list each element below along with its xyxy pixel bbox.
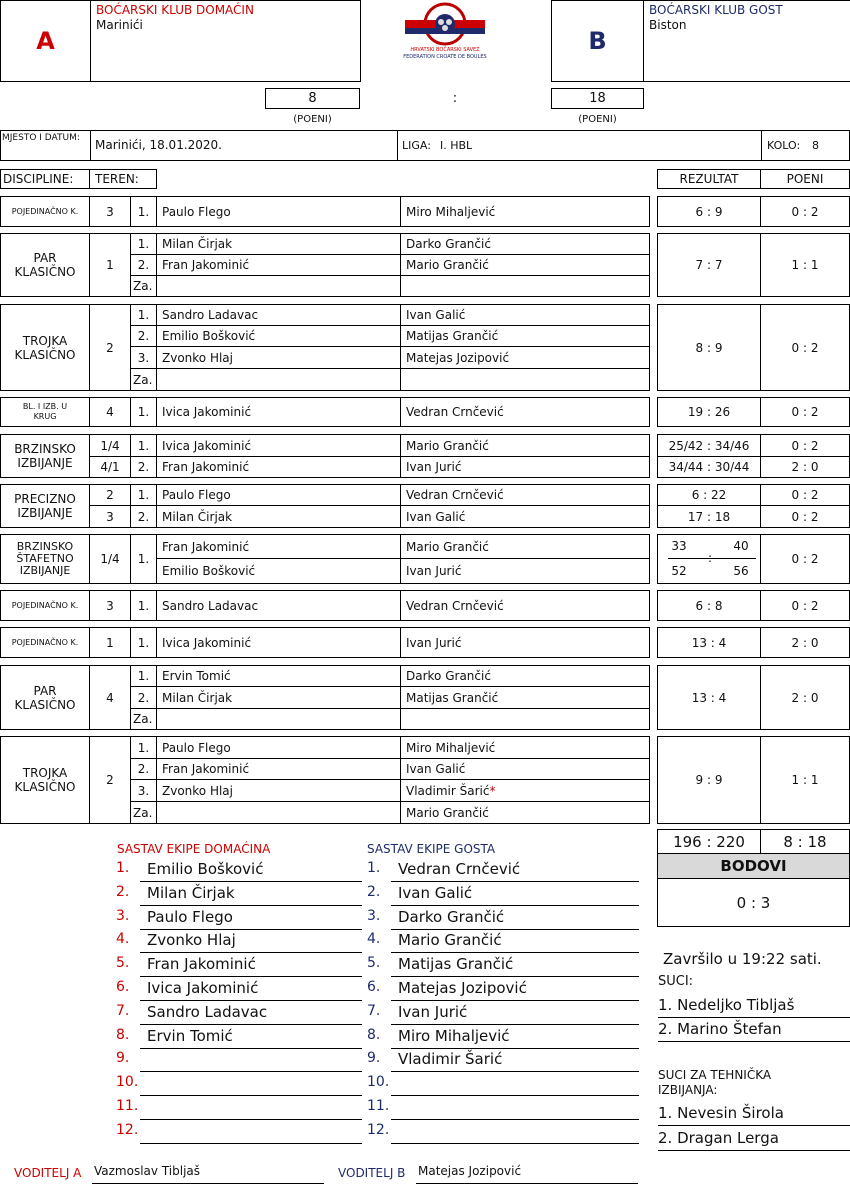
points-colon: :	[452, 91, 458, 106]
teren-cell: 4	[89, 665, 131, 730]
rezultat-cell: 13 : 4	[657, 627, 761, 658]
poeni-cell: 0 : 2	[760, 590, 850, 621]
home-player: Ivica Jakominić	[156, 627, 401, 658]
away-roster-player: Miro Mihaljević	[391, 1027, 639, 1049]
away-player: Matejas Jozipović	[400, 346, 650, 369]
away-player: Miro Mihaljević	[400, 196, 650, 227]
home-player: Emilio Bošković	[156, 558, 401, 584]
away-club-label: BOĆARSKI KLUB GOST	[649, 3, 783, 17]
discipline-cell: BRZINSKO IZBIJANJE	[0, 434, 90, 478]
away-player: Vladimir Šarić	[406, 783, 490, 798]
teren-cell: 2	[89, 304, 131, 391]
roster-number: 10.	[116, 1074, 139, 1091]
away-substitute: Mario Grančić	[400, 801, 650, 824]
za-label: Za.	[130, 708, 157, 730]
row-number: 2.	[130, 758, 157, 780]
home-player: Fran Jakominić	[156, 758, 401, 780]
home-roster-title: SASTAV EKIPE DOMAĆINA	[117, 842, 271, 856]
away-player: Darko Grančić	[400, 665, 650, 687]
away-player: Vedran Crnčević	[400, 397, 650, 427]
teren-cell: 1/4	[89, 534, 131, 584]
row-number: 2.	[130, 686, 157, 709]
logo-text-1: HRVATSKI BOĆARSKI SAVEZ	[410, 47, 480, 53]
rezultat-cell: 8 : 9	[657, 304, 761, 391]
mjesto-value: Marinići, 18.01.2020.	[95, 138, 222, 152]
poeni-cell: 1 : 1	[760, 233, 850, 297]
liga-value: I. HBL	[440, 139, 473, 152]
away-roster-player: Ivan Jurić	[391, 1003, 639, 1025]
away-player: Darko Grančić	[400, 233, 650, 255]
home-points-box: 8	[265, 88, 360, 109]
away-club-box	[643, 0, 850, 82]
kolo-value: 8	[812, 139, 819, 152]
discipline-cell: POJEDINAČNO K.	[0, 590, 90, 621]
mjesto-label: MJESTO I DATUM:	[2, 133, 80, 143]
poeni-cell: 2 : 0	[760, 627, 850, 658]
home-roster-player	[140, 1122, 362, 1144]
roster-number: 6.	[367, 979, 381, 995]
rezultat-cell: 17 : 18	[657, 505, 761, 528]
away-player: Vedran Crnčević	[400, 484, 650, 506]
teren-cell: 3	[89, 505, 131, 528]
discipline-cell: PAR KLASIČNO	[0, 233, 90, 297]
poeni-cell: 1 : 1	[760, 736, 850, 824]
bodovi-value: 0 : 3	[657, 878, 850, 927]
discipline-cell: PAR KLASIČNO	[0, 665, 90, 730]
home-roster-player: Ivica Jakominić	[140, 979, 362, 1001]
discipline-cell: BRZINSKO ŠTAFETNO IZBIJANJE	[0, 534, 90, 584]
rezultat-cell: 19 : 26	[657, 397, 761, 427]
roster-number: 10.	[367, 1074, 390, 1091]
away-substitute	[400, 708, 650, 730]
home-substitute	[156, 275, 401, 297]
roster-number: 5.	[367, 955, 381, 972]
away-points-box: 18	[551, 88, 644, 109]
row-number: 2.	[130, 325, 157, 347]
roster-number: 1.	[116, 860, 130, 876]
roster-number: 2.	[367, 883, 381, 900]
teren-cell: 1	[89, 627, 131, 658]
relay-result-a1: 33	[671, 539, 687, 553]
home-player: Zvonko Hlaj	[156, 779, 401, 802]
discipline-cell: BL. I IZB. U KRUG	[0, 397, 90, 427]
row-number: 1.	[130, 233, 157, 255]
home-roster-player: Sandro Ladavac	[140, 1003, 362, 1025]
roster-number: 1.	[367, 860, 381, 876]
home-roster-player	[140, 1050, 362, 1072]
away-player: Mario Grančić	[400, 534, 650, 559]
info-divider	[397, 130, 398, 161]
row-number: 1.	[130, 627, 157, 658]
away-player-row	[400, 779, 650, 802]
away-roster-player: Mario Grančić	[391, 931, 639, 953]
roster-number: 6.	[116, 979, 130, 995]
liga-label: LIGA:	[402, 139, 431, 152]
roster-number: 11.	[367, 1098, 390, 1114]
tech-judges-label: SUCI ZA TEHNIČKA IZBIJANJA:	[658, 1068, 772, 1097]
home-substitute	[156, 801, 401, 824]
info-divider	[90, 130, 91, 161]
roster-number: 8.	[116, 1026, 130, 1043]
discipline-cell: POJEDINAČNO K.	[0, 627, 90, 658]
home-letter-box	[0, 0, 91, 82]
roster-number: 2.	[116, 883, 130, 900]
row-number: 1.	[130, 397, 157, 427]
away-roster-player: Vedran Crnčević	[391, 860, 639, 882]
total-score: 196 : 220	[657, 829, 761, 854]
row-number: 1.	[130, 736, 157, 759]
teren-cell: 3	[89, 590, 131, 621]
judge-2: 2. Marino Štefan	[658, 1020, 850, 1042]
away-roster-player	[391, 1074, 639, 1096]
away-player: Matijas Grančić	[400, 325, 650, 347]
roster-number: 11.	[116, 1098, 139, 1114]
rezultat-cell: 6 : 9	[657, 196, 761, 227]
away-roster-player: Matejas Jozipović	[391, 979, 639, 1001]
away-roster-player: Ivan Galić	[391, 884, 639, 906]
total-points: 8 : 18	[760, 829, 850, 854]
home-player: Ivica Jakominić	[156, 434, 401, 457]
coach-a-label: VODITELJ A	[14, 1166, 82, 1180]
away-player: Mario Grančić	[400, 434, 650, 457]
discipline-header: DISCIPLINE:	[0, 169, 90, 189]
roster-number: 4.	[367, 931, 381, 948]
roster-number: 7.	[116, 1002, 130, 1019]
away-substitute	[400, 275, 650, 297]
home-roster-player	[140, 1074, 362, 1096]
away-poeni-label: (POENI)	[578, 113, 617, 125]
home-player: Ervin Tomić	[156, 665, 401, 687]
rezultat-header: REZULTAT	[657, 169, 761, 189]
away-letter-box	[551, 0, 644, 82]
discipline-cell: TROJKA KLASIČNO	[0, 736, 90, 824]
home-player: Milan Čirjak	[156, 505, 401, 528]
relay-result-b2: 56	[733, 564, 749, 578]
home-player: Paulo Flego	[156, 196, 401, 227]
away-roster-player: Darko Grančić	[391, 908, 639, 930]
teren-cell: 4/1	[89, 456, 131, 478]
home-player: Paulo Flego	[156, 736, 401, 759]
rezultat-cell: 9 : 9	[657, 736, 761, 824]
discipline-cell: POJEDINAČNO K.	[0, 196, 90, 227]
coach-b-label: VODITELJ B	[338, 1166, 406, 1180]
poeni-cell: 0 : 2	[760, 505, 850, 528]
logo-text-2: FEDERATION CROATE DE BOULES	[403, 54, 487, 60]
row-number: 2.	[130, 456, 157, 478]
row-number: 2.	[130, 254, 157, 276]
away-player: Ivan Jurić	[400, 558, 650, 584]
away-player: Ivan Galić	[400, 505, 650, 528]
rezultat-cell: 13 : 4	[657, 665, 761, 730]
home-club-label: BOĆARSKI KLUB DOMAĆIN	[96, 3, 254, 17]
discipline-cell: PRECIZNO IZBIJANJE	[0, 484, 90, 528]
roster-number: 3.	[116, 907, 130, 924]
za-label: Za.	[130, 368, 157, 391]
coach-b-name: Matejas Jozipović	[416, 1164, 638, 1184]
home-player: Milan Čirjak	[156, 233, 401, 255]
home-roster-player: Zvonko Hlaj	[140, 931, 362, 953]
row-number: 3.	[130, 346, 157, 369]
poeni-cell: 0 : 2	[760, 397, 850, 427]
roster-number: 8.	[367, 1026, 381, 1043]
row-number: 3.	[130, 779, 157, 802]
home-player: Ivica Jakominić	[156, 397, 401, 427]
rezultat-cell: 25/42 : 34/46	[657, 434, 761, 457]
row-number: 1.	[130, 590, 157, 621]
away-player: Ivan Galić	[400, 304, 650, 326]
home-player: Sandro Ladavac	[156, 590, 401, 621]
rezultat-cell: 34/44 : 30/44	[657, 456, 761, 478]
teren-cell: 2	[89, 484, 131, 506]
away-player: Ivan Galić	[400, 758, 650, 780]
home-roster-player	[140, 1098, 362, 1120]
roster-number: 9.	[367, 1050, 381, 1067]
poeni-cell: 0 : 2	[760, 196, 850, 227]
home-player: Fran Jakominić	[156, 534, 401, 559]
rezultat-cell: 7 : 7	[657, 233, 761, 297]
away-roster-player: Matijas Grančić	[391, 955, 639, 977]
away-club-name: Biston	[649, 18, 687, 32]
away-player: Vedran Crnčević	[400, 590, 650, 621]
teren-cell: 4	[89, 397, 131, 427]
home-player: Fran Jakominić	[156, 254, 401, 276]
home-player: Paulo Flego	[156, 484, 401, 506]
home-substitute	[156, 368, 401, 391]
teren-cell: 1/4	[89, 434, 131, 457]
home-roster-player: Ervin Tomić	[140, 1027, 362, 1049]
row-number: 1.	[130, 304, 157, 326]
away-roster-player	[391, 1098, 639, 1120]
away-letter: B	[588, 27, 607, 55]
teren-cell: 1	[89, 233, 131, 297]
away-substitute	[400, 368, 650, 391]
home-player: Emilio Bošković	[156, 325, 401, 347]
rezultat-cell: 6 : 8	[657, 590, 761, 621]
home-substitute	[156, 708, 401, 730]
home-roster-player: Emilio Bošković	[140, 860, 362, 882]
home-player: Sandro Ladavac	[156, 304, 401, 326]
substitution-mark: *	[489, 783, 496, 798]
roster-number: 9.	[116, 1050, 130, 1067]
federation-logo	[388, 2, 502, 64]
row-number: 1.	[130, 665, 157, 687]
home-club-box	[90, 0, 361, 82]
roster-number: 7.	[367, 1002, 381, 1019]
teren-header: TEREN:	[89, 169, 157, 189]
tech-judge-1: 1. Nevesin Širola	[658, 1104, 850, 1126]
away-player: Mario Grančić	[400, 254, 650, 276]
away-roster-player: Vladimir Šarić	[391, 1050, 639, 1072]
roster-number: 4.	[116, 931, 130, 948]
teren-cell: 2	[89, 736, 131, 824]
poeni-cell: 2 : 0	[760, 665, 850, 730]
away-player: Ivan Jurić	[400, 627, 650, 658]
roster-number: 5.	[116, 955, 130, 972]
away-roster-player	[391, 1122, 639, 1144]
poeni-cell: 0 : 2	[760, 434, 850, 457]
home-letter: A	[36, 27, 55, 55]
judge-1: 1. Nedeljko Tibljaš	[658, 996, 850, 1018]
row-number: 1.	[130, 196, 157, 227]
poeni-header: POENI	[760, 169, 850, 189]
za-label: Za.	[130, 801, 157, 824]
poeni-cell: 0 : 2	[760, 304, 850, 391]
row-number: 1.	[130, 534, 157, 584]
home-player: Fran Jakominić	[156, 456, 401, 478]
suci-label: SUCI:	[658, 974, 694, 989]
poeni-cell: 0 : 2	[760, 484, 850, 506]
away-player: Miro Mihaljević	[400, 736, 650, 759]
roster-number: 12.	[367, 1121, 390, 1138]
roster-number: 12.	[116, 1121, 139, 1138]
row-number: 1.	[130, 484, 157, 506]
tech-judge-2: 2. Dragan Lerga	[658, 1129, 850, 1151]
discipline-cell: TROJKA KLASIČNO	[0, 304, 90, 391]
home-roster-player: Milan Čirjak	[140, 884, 362, 906]
home-player: Zvonko Hlaj	[156, 346, 401, 369]
home-club-name: Marinići	[96, 18, 143, 32]
rezultat-cell: 6 : 22	[657, 484, 761, 506]
home-roster-player: Paulo Flego	[140, 908, 362, 930]
coach-a-name: Vazmoslav Tibljaš	[92, 1164, 324, 1184]
relay-result-sep: :	[707, 551, 713, 565]
bodovi-label: BODOVI	[657, 853, 850, 879]
row-number: 2.	[130, 505, 157, 528]
poeni-cell: 2 : 0	[760, 456, 850, 478]
relay-result-b1: 40	[733, 539, 749, 553]
teren-cell: 3	[89, 196, 131, 227]
row-number: 1.	[130, 434, 157, 457]
away-roster-title: SASTAV EKIPE GOSTA	[367, 842, 496, 856]
away-player: Matijas Grančić	[400, 686, 650, 709]
info-divider	[761, 130, 762, 161]
home-roster-player: Fran Jakominić	[140, 955, 362, 977]
roster-number: 3.	[367, 907, 381, 924]
relay-result-a2: 52	[671, 564, 687, 578]
kolo-label: KOLO:	[767, 139, 801, 152]
home-player: Milan Čirjak	[156, 686, 401, 709]
za-label: Za.	[130, 275, 157, 297]
away-player: Ivan Jurić	[400, 456, 650, 478]
finished-time: Završilo u 19:22 sati.	[663, 950, 822, 968]
home-poeni-label: (POENI)	[293, 113, 332, 125]
poeni-cell: 0 : 2	[760, 534, 850, 584]
